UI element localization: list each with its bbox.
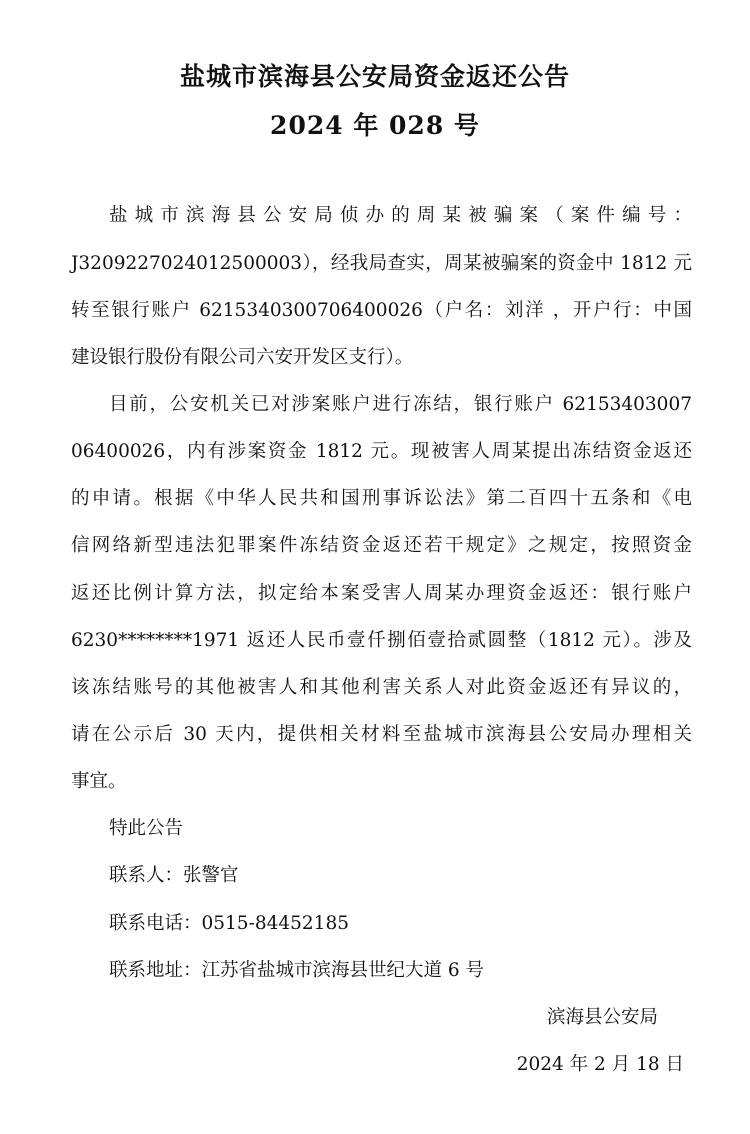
- contact-person: 联系人：张警官: [109, 865, 239, 886]
- document-title: 盐城市滨海县公安局资金返还公告: [179, 62, 570, 91]
- paragraph-2-line-6: 6230********1971 返还人民币壹仟捌佰壹拾贰圆整（1812 元）。涉及: [71, 630, 692, 651]
- paragraph-2-line-2: 06400026，内有涉案资金 1812 元。现被害人周某提出冻结资金返还: [71, 441, 692, 462]
- paragraph-2-line-3: 的申请。根据《中华人民共和国刑事诉讼法》第二百四十五条和《电: [71, 488, 692, 509]
- paragraph-2-line-9: 事宜。: [71, 771, 127, 792]
- paragraph-1-line-3: 转至银行账户 6215340300706400026（户名：刘洋 ，开户行：中国: [71, 300, 692, 321]
- issue-date: 2024 年 2 月 18 日: [516, 1054, 684, 1075]
- contact-phone: 联系电话：0515-84452185: [109, 913, 349, 934]
- contact-address: 联系地址：江苏省盐城市滨海县世纪大道 6 号: [109, 960, 485, 981]
- paragraph-2-line-7: 该冻结账号的其他被害人和其他利害关系人对此资金返还有异议的，: [71, 677, 692, 698]
- issuing-authority: 滨海县公安局: [546, 1007, 658, 1028]
- paragraph-2-line-1: 目前，公安机关已对涉案账户进行冻结，银行账户 62153403007: [109, 394, 692, 415]
- paragraph-1-line-1: 盐城市滨海县公安局侦办的周某被骗案（案件编号：: [109, 205, 692, 226]
- paragraph-2-line-8: 请在公示后 30 天内，提供相关材料至盐城市滨海县公安局办理相关: [71, 724, 692, 745]
- paragraph-2-line-4: 信网络新型违法犯罪案件冻结资金返还若干规定》之规定，按照资金: [71, 535, 692, 556]
- closing-text: 特此公告: [109, 818, 184, 839]
- paragraph-1-line-4: 建设银行股份有限公司六安开发区支行）。: [71, 347, 414, 368]
- paragraph-2-line-5: 返还比例计算方法，拟定给本案受害人周某办理资金返还：银行账户: [71, 583, 692, 604]
- paragraph-1-line-2: J3209227024012500003），经我局查实，周某被骗案的资金中 1812 元: [71, 253, 692, 274]
- document-number: 2024 年 028 号: [270, 111, 480, 140]
